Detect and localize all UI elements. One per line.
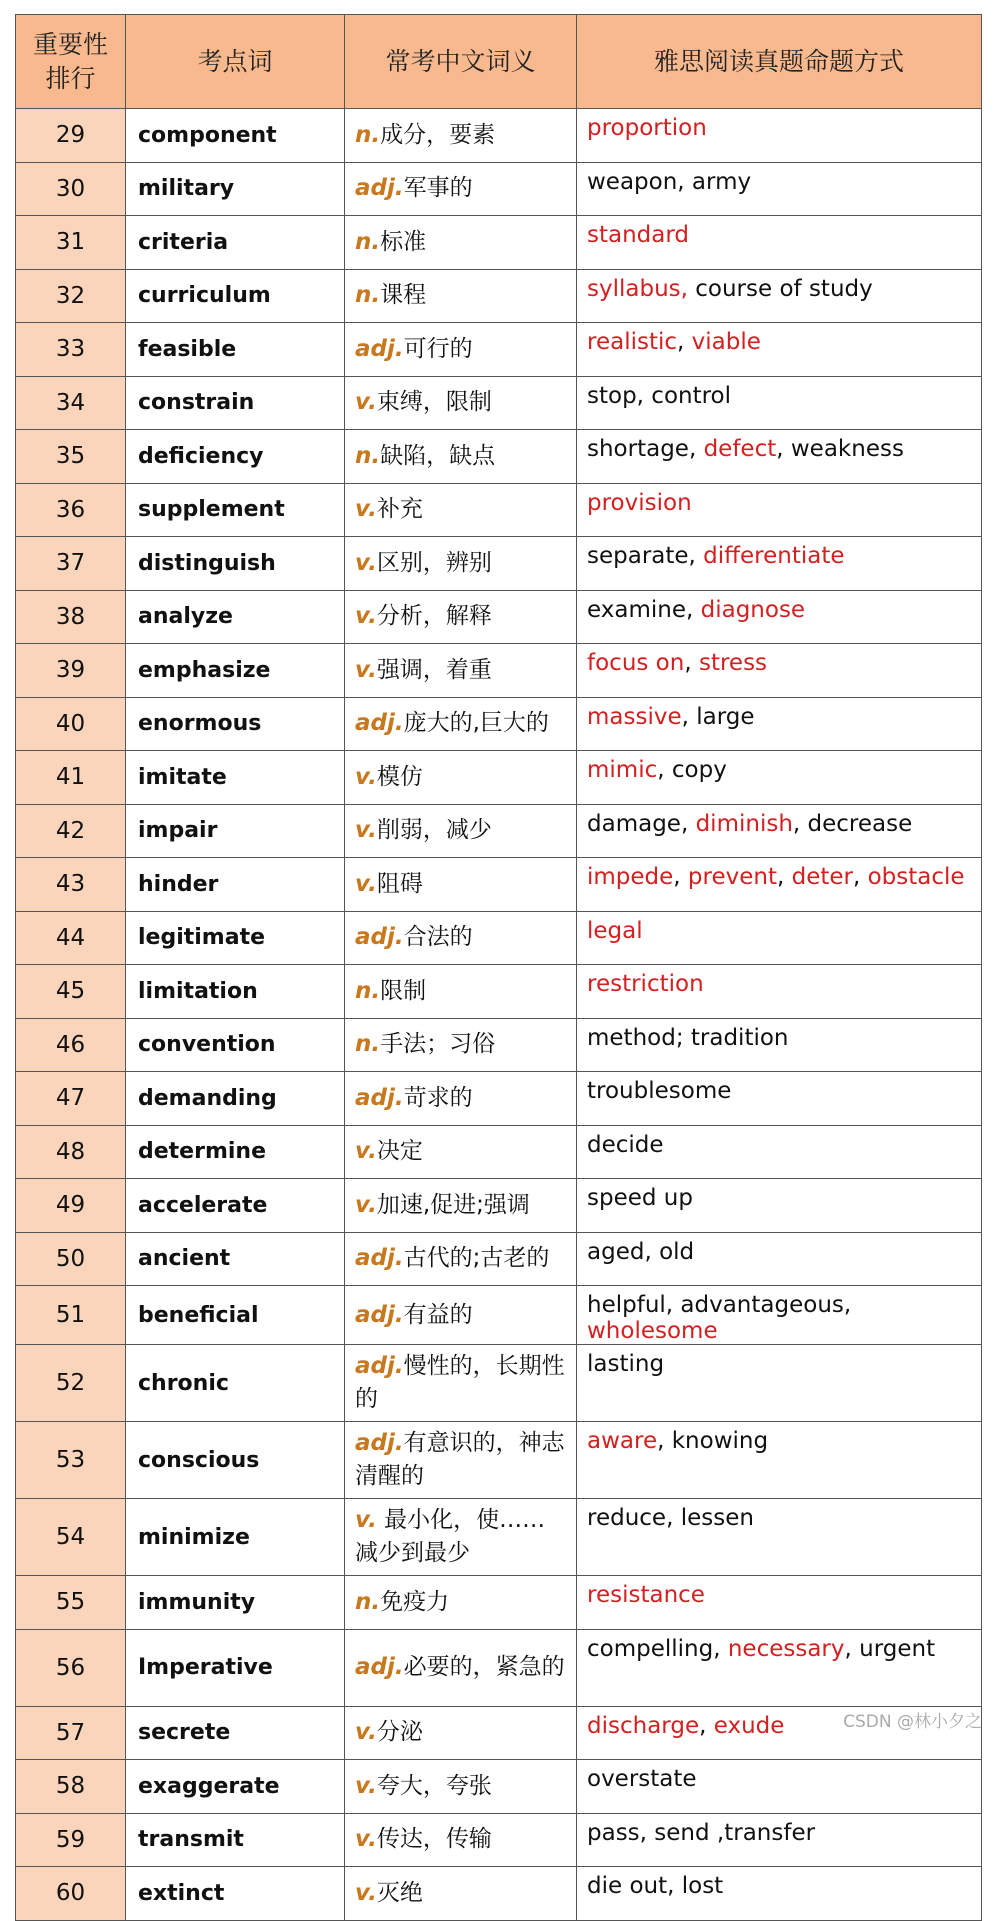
table-row bbox=[16, 1125, 982, 1179]
synonym-text: helpful, advantageous, bbox=[587, 1292, 859, 1318]
part-of-speech: adj. bbox=[355, 1245, 404, 1272]
part-of-speech: adj. bbox=[355, 924, 404, 951]
meaning-text: 苛求的 bbox=[403, 1084, 473, 1111]
table-row bbox=[16, 537, 982, 591]
word-cell: transmit bbox=[126, 1813, 345, 1867]
part-of-speech: adj. bbox=[355, 710, 404, 737]
synonym-text: troublesome bbox=[587, 1078, 732, 1104]
synonym-text: speed up bbox=[587, 1185, 693, 1211]
meaning-text: 合法的 bbox=[403, 924, 473, 951]
meaning-text: 分析，解释 bbox=[376, 603, 492, 630]
meaning-text: 有益的 bbox=[403, 1301, 473, 1328]
synonym-text: pass, send ,transfer bbox=[587, 1819, 816, 1846]
word-cell: chronic bbox=[126, 1345, 345, 1422]
table-row bbox=[16, 1706, 982, 1760]
table-body bbox=[16, 109, 982, 1921]
rank-cell: 36 bbox=[16, 483, 126, 537]
highlighted-synonym: focus on bbox=[587, 650, 685, 676]
part-of-speech: v. bbox=[355, 496, 377, 523]
meaning-cell bbox=[345, 1125, 577, 1179]
ielts-cell bbox=[577, 644, 982, 698]
synonym-text: , weakness bbox=[776, 436, 904, 462]
meaning-text: 限制 bbox=[380, 977, 427, 1004]
synonym-text: compelling, bbox=[587, 1635, 728, 1662]
ielts-cell bbox=[577, 430, 982, 484]
ielts-cell bbox=[577, 269, 982, 323]
part-of-speech: v. bbox=[355, 1191, 377, 1218]
word-cell: secrete bbox=[126, 1706, 345, 1760]
word-cell: determine bbox=[126, 1125, 345, 1179]
synonym-text: , bbox=[852, 864, 868, 890]
synonym-text: , decrease bbox=[792, 810, 913, 837]
rank-cell: 46 bbox=[16, 1018, 126, 1072]
meaning-text: 削弱，减少 bbox=[376, 817, 492, 844]
highlighted-synonym: restriction bbox=[587, 971, 704, 997]
word-cell: criteria bbox=[126, 216, 345, 270]
part-of-speech: v. bbox=[355, 1138, 377, 1165]
ielts-cell bbox=[577, 1125, 982, 1179]
meaning-cell bbox=[345, 1576, 577, 1630]
word-cell: deficiency bbox=[126, 430, 345, 484]
highlighted-synonym: legal bbox=[587, 917, 643, 944]
meaning-text: 决定 bbox=[376, 1138, 423, 1165]
synonym-text: die out, lost bbox=[587, 1873, 724, 1899]
part-of-speech: n. bbox=[355, 442, 381, 469]
rank-cell: 52 bbox=[16, 1345, 126, 1422]
table-row bbox=[16, 109, 982, 163]
part-of-speech: adj. bbox=[355, 1430, 404, 1456]
part-of-speech: v. bbox=[355, 763, 377, 790]
rank-cell: 30 bbox=[16, 162, 126, 216]
table-row bbox=[16, 1760, 982, 1814]
word-cell: legitimate bbox=[126, 911, 345, 965]
meaning-cell bbox=[345, 1706, 577, 1760]
meaning-text: 有意识的，神志清醒的 bbox=[355, 1430, 565, 1489]
meaning-text: 成分，要素 bbox=[380, 121, 496, 148]
table-row bbox=[16, 269, 982, 323]
part-of-speech: n. bbox=[355, 977, 381, 1004]
meaning-text: 补充 bbox=[376, 496, 423, 523]
ielts-cell bbox=[577, 1232, 982, 1286]
word-cell: enormous bbox=[126, 697, 345, 751]
synonym-text: reduce, lessen bbox=[587, 1505, 754, 1531]
table-row bbox=[16, 216, 982, 270]
part-of-speech: v. bbox=[355, 549, 377, 576]
word-cell: convention bbox=[126, 1018, 345, 1072]
word-cell: extinct bbox=[126, 1867, 345, 1921]
part-of-speech: v. bbox=[355, 1772, 377, 1799]
synonym-text: , knowing bbox=[657, 1428, 769, 1454]
table-row bbox=[16, 1629, 982, 1706]
rank-cell: 54 bbox=[16, 1499, 126, 1576]
highlighted-synonym: discharge bbox=[587, 1712, 700, 1739]
ielts-cell bbox=[577, 590, 982, 644]
rank-cell: 55 bbox=[16, 1576, 126, 1630]
word-cell: analyze bbox=[126, 590, 345, 644]
highlighted-synonym: necessary bbox=[727, 1635, 845, 1662]
highlighted-synonym: syllabus, bbox=[587, 275, 688, 302]
highlighted-synonym: massive bbox=[587, 703, 682, 730]
rank-cell: 58 bbox=[16, 1760, 126, 1814]
synonym-text: weapon, army bbox=[587, 168, 752, 195]
meaning-text: 手法；习俗 bbox=[380, 1031, 496, 1058]
rank-cell: 43 bbox=[16, 858, 126, 912]
table-row bbox=[16, 1072, 982, 1126]
meaning-cell bbox=[345, 1345, 577, 1422]
table-row bbox=[16, 1179, 982, 1233]
word-cell: ancient bbox=[126, 1232, 345, 1286]
highlighted-synonym: impede bbox=[587, 864, 674, 890]
meaning-text: 灭绝 bbox=[376, 1879, 423, 1906]
rank-cell: 48 bbox=[16, 1125, 126, 1179]
meaning-text: 古代的;古老的 bbox=[403, 1245, 550, 1272]
highlighted-synonym: obstacle bbox=[867, 864, 965, 890]
rank-cell: 59 bbox=[16, 1813, 126, 1867]
highlighted-synonym: diminish bbox=[695, 810, 793, 837]
synonym-text: method; tradition bbox=[587, 1024, 789, 1051]
table-row bbox=[16, 858, 982, 912]
rank-cell: 38 bbox=[16, 590, 126, 644]
highlighted-synonym: exude bbox=[713, 1712, 785, 1739]
ielts-cell bbox=[577, 1813, 982, 1867]
table-row bbox=[16, 644, 982, 698]
meaning-cell bbox=[345, 1179, 577, 1233]
rank-cell: 29 bbox=[16, 109, 126, 163]
part-of-speech: n. bbox=[355, 1588, 381, 1615]
header-rank: 重要性排行 bbox=[16, 15, 126, 109]
synonym-text: overstate bbox=[587, 1766, 697, 1792]
vocabulary-table bbox=[15, 14, 982, 1921]
word-cell: exaggerate bbox=[126, 1760, 345, 1814]
ielts-cell bbox=[577, 376, 982, 430]
part-of-speech: n. bbox=[355, 1031, 381, 1058]
word-cell: limitation bbox=[126, 965, 345, 1019]
meaning-cell bbox=[345, 1422, 577, 1499]
meaning-cell bbox=[345, 697, 577, 751]
highlighted-synonym: defect bbox=[703, 436, 777, 462]
word-cell: constrain bbox=[126, 376, 345, 430]
meaning-cell bbox=[345, 269, 577, 323]
ielts-cell bbox=[577, 751, 982, 805]
synonym-text: aged, old bbox=[587, 1238, 695, 1265]
synonym-text: damage, bbox=[587, 810, 696, 837]
highlighted-synonym: realistic bbox=[587, 329, 678, 355]
highlighted-synonym: standard bbox=[587, 222, 690, 248]
meaning-text: 阻碍 bbox=[376, 870, 423, 897]
highlighted-synonym: provision bbox=[587, 489, 692, 516]
part-of-speech: v. bbox=[355, 870, 377, 897]
meaning-text: 缺陷，缺点 bbox=[380, 442, 496, 469]
rank-cell: 40 bbox=[16, 697, 126, 751]
ielts-cell bbox=[577, 858, 982, 912]
synonym-text: shortage, bbox=[587, 436, 704, 462]
rank-cell: 47 bbox=[16, 1072, 126, 1126]
meaning-cell bbox=[345, 804, 577, 858]
ielts-cell bbox=[577, 1760, 982, 1814]
table-row bbox=[16, 965, 982, 1019]
meaning-text: 传达，传输 bbox=[376, 1826, 492, 1853]
word-cell: Imperative bbox=[126, 1629, 345, 1706]
rank-cell: 31 bbox=[16, 216, 126, 270]
synonym-text: , bbox=[699, 1712, 714, 1739]
word-cell: minimize bbox=[126, 1499, 345, 1576]
meaning-text: 束缚，限制 bbox=[376, 389, 492, 416]
part-of-speech: adj. bbox=[355, 175, 404, 202]
meaning-cell bbox=[345, 1232, 577, 1286]
word-cell: distinguish bbox=[126, 537, 345, 591]
meaning-cell bbox=[345, 323, 577, 377]
word-cell: emphasize bbox=[126, 644, 345, 698]
synonym-text: decide bbox=[587, 1131, 664, 1158]
ielts-cell bbox=[577, 537, 982, 591]
highlighted-synonym: stress bbox=[698, 650, 768, 676]
highlighted-synonym: resistance bbox=[587, 1582, 705, 1608]
synonym-text: separate, bbox=[587, 543, 704, 569]
synonym-text: , bbox=[673, 864, 688, 890]
meaning-text: 标准 bbox=[380, 228, 427, 255]
meaning-cell bbox=[345, 1813, 577, 1867]
word-cell: imitate bbox=[126, 751, 345, 805]
part-of-speech: adj. bbox=[355, 1084, 404, 1111]
meaning-cell bbox=[345, 483, 577, 537]
rank-cell: 32 bbox=[16, 269, 126, 323]
meaning-cell bbox=[345, 109, 577, 163]
meaning-cell bbox=[345, 1072, 577, 1126]
rank-cell: 60 bbox=[16, 1867, 126, 1921]
table-row bbox=[16, 1576, 982, 1630]
meaning-text: 区别，辨别 bbox=[376, 549, 492, 576]
meaning-cell bbox=[345, 216, 577, 270]
ielts-cell bbox=[577, 1499, 982, 1576]
table-row bbox=[16, 1499, 982, 1576]
rank-cell: 33 bbox=[16, 323, 126, 377]
meaning-text: 可行的 bbox=[403, 335, 473, 362]
meaning-cell bbox=[345, 430, 577, 484]
ielts-cell bbox=[577, 216, 982, 270]
meaning-cell bbox=[345, 537, 577, 591]
meaning-text: 军事的 bbox=[403, 175, 473, 202]
part-of-speech: v. bbox=[355, 1719, 377, 1746]
rank-cell: 49 bbox=[16, 1179, 126, 1233]
word-cell: demanding bbox=[126, 1072, 345, 1126]
table-row bbox=[16, 1867, 982, 1921]
ielts-cell bbox=[577, 483, 982, 537]
meaning-text: 必要的，紧急的 bbox=[403, 1654, 565, 1680]
header-meaning: 常考中文词义 bbox=[345, 15, 577, 109]
ielts-cell bbox=[577, 162, 982, 216]
ielts-cell bbox=[577, 1422, 982, 1499]
table-row bbox=[16, 162, 982, 216]
meaning-cell bbox=[345, 965, 577, 1019]
rank-cell: 34 bbox=[16, 376, 126, 430]
table-row bbox=[16, 697, 982, 751]
part-of-speech: adj. bbox=[355, 335, 404, 362]
highlighted-synonym: wholesome bbox=[587, 1318, 718, 1344]
part-of-speech: adj. bbox=[355, 1654, 404, 1680]
meaning-cell bbox=[345, 590, 577, 644]
highlighted-synonym: aware bbox=[587, 1428, 658, 1454]
meaning-text: 最小化，使……减少到最少 bbox=[355, 1507, 546, 1566]
highlighted-synonym: mimic bbox=[587, 757, 658, 783]
rank-cell: 35 bbox=[16, 430, 126, 484]
rank-cell: 42 bbox=[16, 804, 126, 858]
synonym-text: , copy bbox=[657, 757, 727, 783]
meaning-text: 课程 bbox=[380, 282, 427, 309]
rank-cell: 53 bbox=[16, 1422, 126, 1499]
word-cell: conscious bbox=[126, 1422, 345, 1499]
synonym-text: , bbox=[776, 864, 792, 890]
ielts-cell bbox=[577, 1018, 982, 1072]
synonym-text: lasting bbox=[587, 1351, 665, 1377]
meaning-cell bbox=[345, 858, 577, 912]
synonym-text: , large bbox=[681, 703, 755, 730]
part-of-speech: n. bbox=[355, 282, 381, 309]
synonym-text: , bbox=[677, 329, 692, 355]
word-cell: supplement bbox=[126, 483, 345, 537]
ielts-cell bbox=[577, 1072, 982, 1126]
part-of-speech: v. bbox=[355, 1826, 377, 1853]
meaning-text: 分泌 bbox=[376, 1719, 423, 1746]
rank-cell: 39 bbox=[16, 644, 126, 698]
ielts-cell bbox=[577, 109, 982, 163]
table-row bbox=[16, 1813, 982, 1867]
word-cell: accelerate bbox=[126, 1179, 345, 1233]
word-cell: component bbox=[126, 109, 345, 163]
rank-cell: 44 bbox=[16, 911, 126, 965]
ielts-cell bbox=[577, 1867, 982, 1921]
word-cell: beneficial bbox=[126, 1286, 345, 1345]
table-row bbox=[16, 1422, 982, 1499]
table-row bbox=[16, 590, 982, 644]
table-row bbox=[16, 1286, 982, 1345]
rank-cell: 45 bbox=[16, 965, 126, 1019]
table-row bbox=[16, 1345, 982, 1422]
meaning-cell bbox=[345, 1286, 577, 1345]
part-of-speech: v. bbox=[355, 389, 377, 416]
part-of-speech: adj. bbox=[355, 1301, 404, 1328]
highlighted-synonym: viable bbox=[691, 329, 761, 355]
ielts-cell bbox=[577, 911, 982, 965]
meaning-text: 慢性的，长期性的 bbox=[355, 1353, 565, 1412]
part-of-speech: v. bbox=[355, 817, 377, 844]
highlighted-synonym: prevent bbox=[687, 864, 777, 890]
part-of-speech: v. bbox=[355, 1879, 377, 1906]
highlighted-synonym: deter bbox=[791, 864, 853, 890]
word-cell: impair bbox=[126, 804, 345, 858]
meaning-text: 模仿 bbox=[376, 763, 423, 790]
ielts-cell bbox=[577, 965, 982, 1019]
meaning-cell bbox=[345, 1499, 577, 1576]
table-header-row bbox=[16, 15, 982, 109]
ielts-cell bbox=[577, 1629, 982, 1706]
meaning-text: 夸大，夸张 bbox=[376, 1772, 492, 1799]
word-cell: feasible bbox=[126, 323, 345, 377]
ielts-cell bbox=[577, 1286, 982, 1345]
meaning-cell bbox=[345, 1760, 577, 1814]
rank-cell: 41 bbox=[16, 751, 126, 805]
synonym-text: course of study bbox=[687, 275, 873, 302]
word-cell: military bbox=[126, 162, 345, 216]
word-cell: curriculum bbox=[126, 269, 345, 323]
header-ielts: 雅思阅读真题命题方式 bbox=[577, 15, 982, 109]
rank-cell: 57 bbox=[16, 1706, 126, 1760]
synonym-text: , urgent bbox=[844, 1635, 936, 1662]
part-of-speech: v. bbox=[355, 603, 377, 630]
table-row bbox=[16, 751, 982, 805]
highlighted-synonym: differentiate bbox=[703, 543, 845, 569]
ielts-cell bbox=[577, 1345, 982, 1422]
table-row bbox=[16, 1232, 982, 1286]
ielts-cell bbox=[577, 323, 982, 377]
meaning-cell bbox=[345, 162, 577, 216]
rank-cell: 37 bbox=[16, 537, 126, 591]
highlighted-synonym: proportion bbox=[587, 115, 707, 141]
part-of-speech: adj. bbox=[355, 1353, 404, 1379]
ielts-cell bbox=[577, 1576, 982, 1630]
meaning-cell bbox=[345, 1018, 577, 1072]
meaning-cell bbox=[345, 644, 577, 698]
word-cell: immunity bbox=[126, 1576, 345, 1630]
part-of-speech: v. bbox=[355, 656, 377, 683]
table-row bbox=[16, 1018, 982, 1072]
meaning-cell bbox=[345, 911, 577, 965]
rank-cell: 51 bbox=[16, 1286, 126, 1345]
meaning-cell bbox=[345, 1867, 577, 1921]
ielts-cell bbox=[577, 697, 982, 751]
part-of-speech: n. bbox=[355, 121, 381, 148]
synonym-text: examine, bbox=[587, 596, 701, 623]
meaning-cell bbox=[345, 376, 577, 430]
table-row bbox=[16, 804, 982, 858]
meaning-text: 免疫力 bbox=[380, 1588, 450, 1615]
watermark: CSDN @林小夕之 bbox=[843, 1712, 982, 1732]
rank-cell: 56 bbox=[16, 1629, 126, 1706]
synonym-text: stop, control bbox=[587, 382, 732, 409]
table-row bbox=[16, 376, 982, 430]
meaning-text: 庞大的,巨大的 bbox=[403, 710, 549, 737]
table-row bbox=[16, 911, 982, 965]
highlighted-synonym: diagnose bbox=[700, 596, 806, 623]
rank-cell: 50 bbox=[16, 1232, 126, 1286]
ielts-cell bbox=[577, 1179, 982, 1233]
meaning-cell bbox=[345, 751, 577, 805]
synonym-text: , bbox=[684, 650, 699, 676]
table-row bbox=[16, 430, 982, 484]
header-word: 考点词 bbox=[126, 15, 345, 109]
meaning-cell bbox=[345, 1629, 577, 1706]
meaning-text: 强调，着重 bbox=[376, 656, 492, 683]
part-of-speech: n. bbox=[355, 228, 381, 255]
meaning-text: 加速,促进;强调 bbox=[376, 1191, 530, 1218]
table-row bbox=[16, 483, 982, 537]
table-row bbox=[16, 323, 982, 377]
ielts-cell bbox=[577, 804, 982, 858]
part-of-speech: v. bbox=[355, 1507, 377, 1533]
word-cell: hinder bbox=[126, 858, 345, 912]
